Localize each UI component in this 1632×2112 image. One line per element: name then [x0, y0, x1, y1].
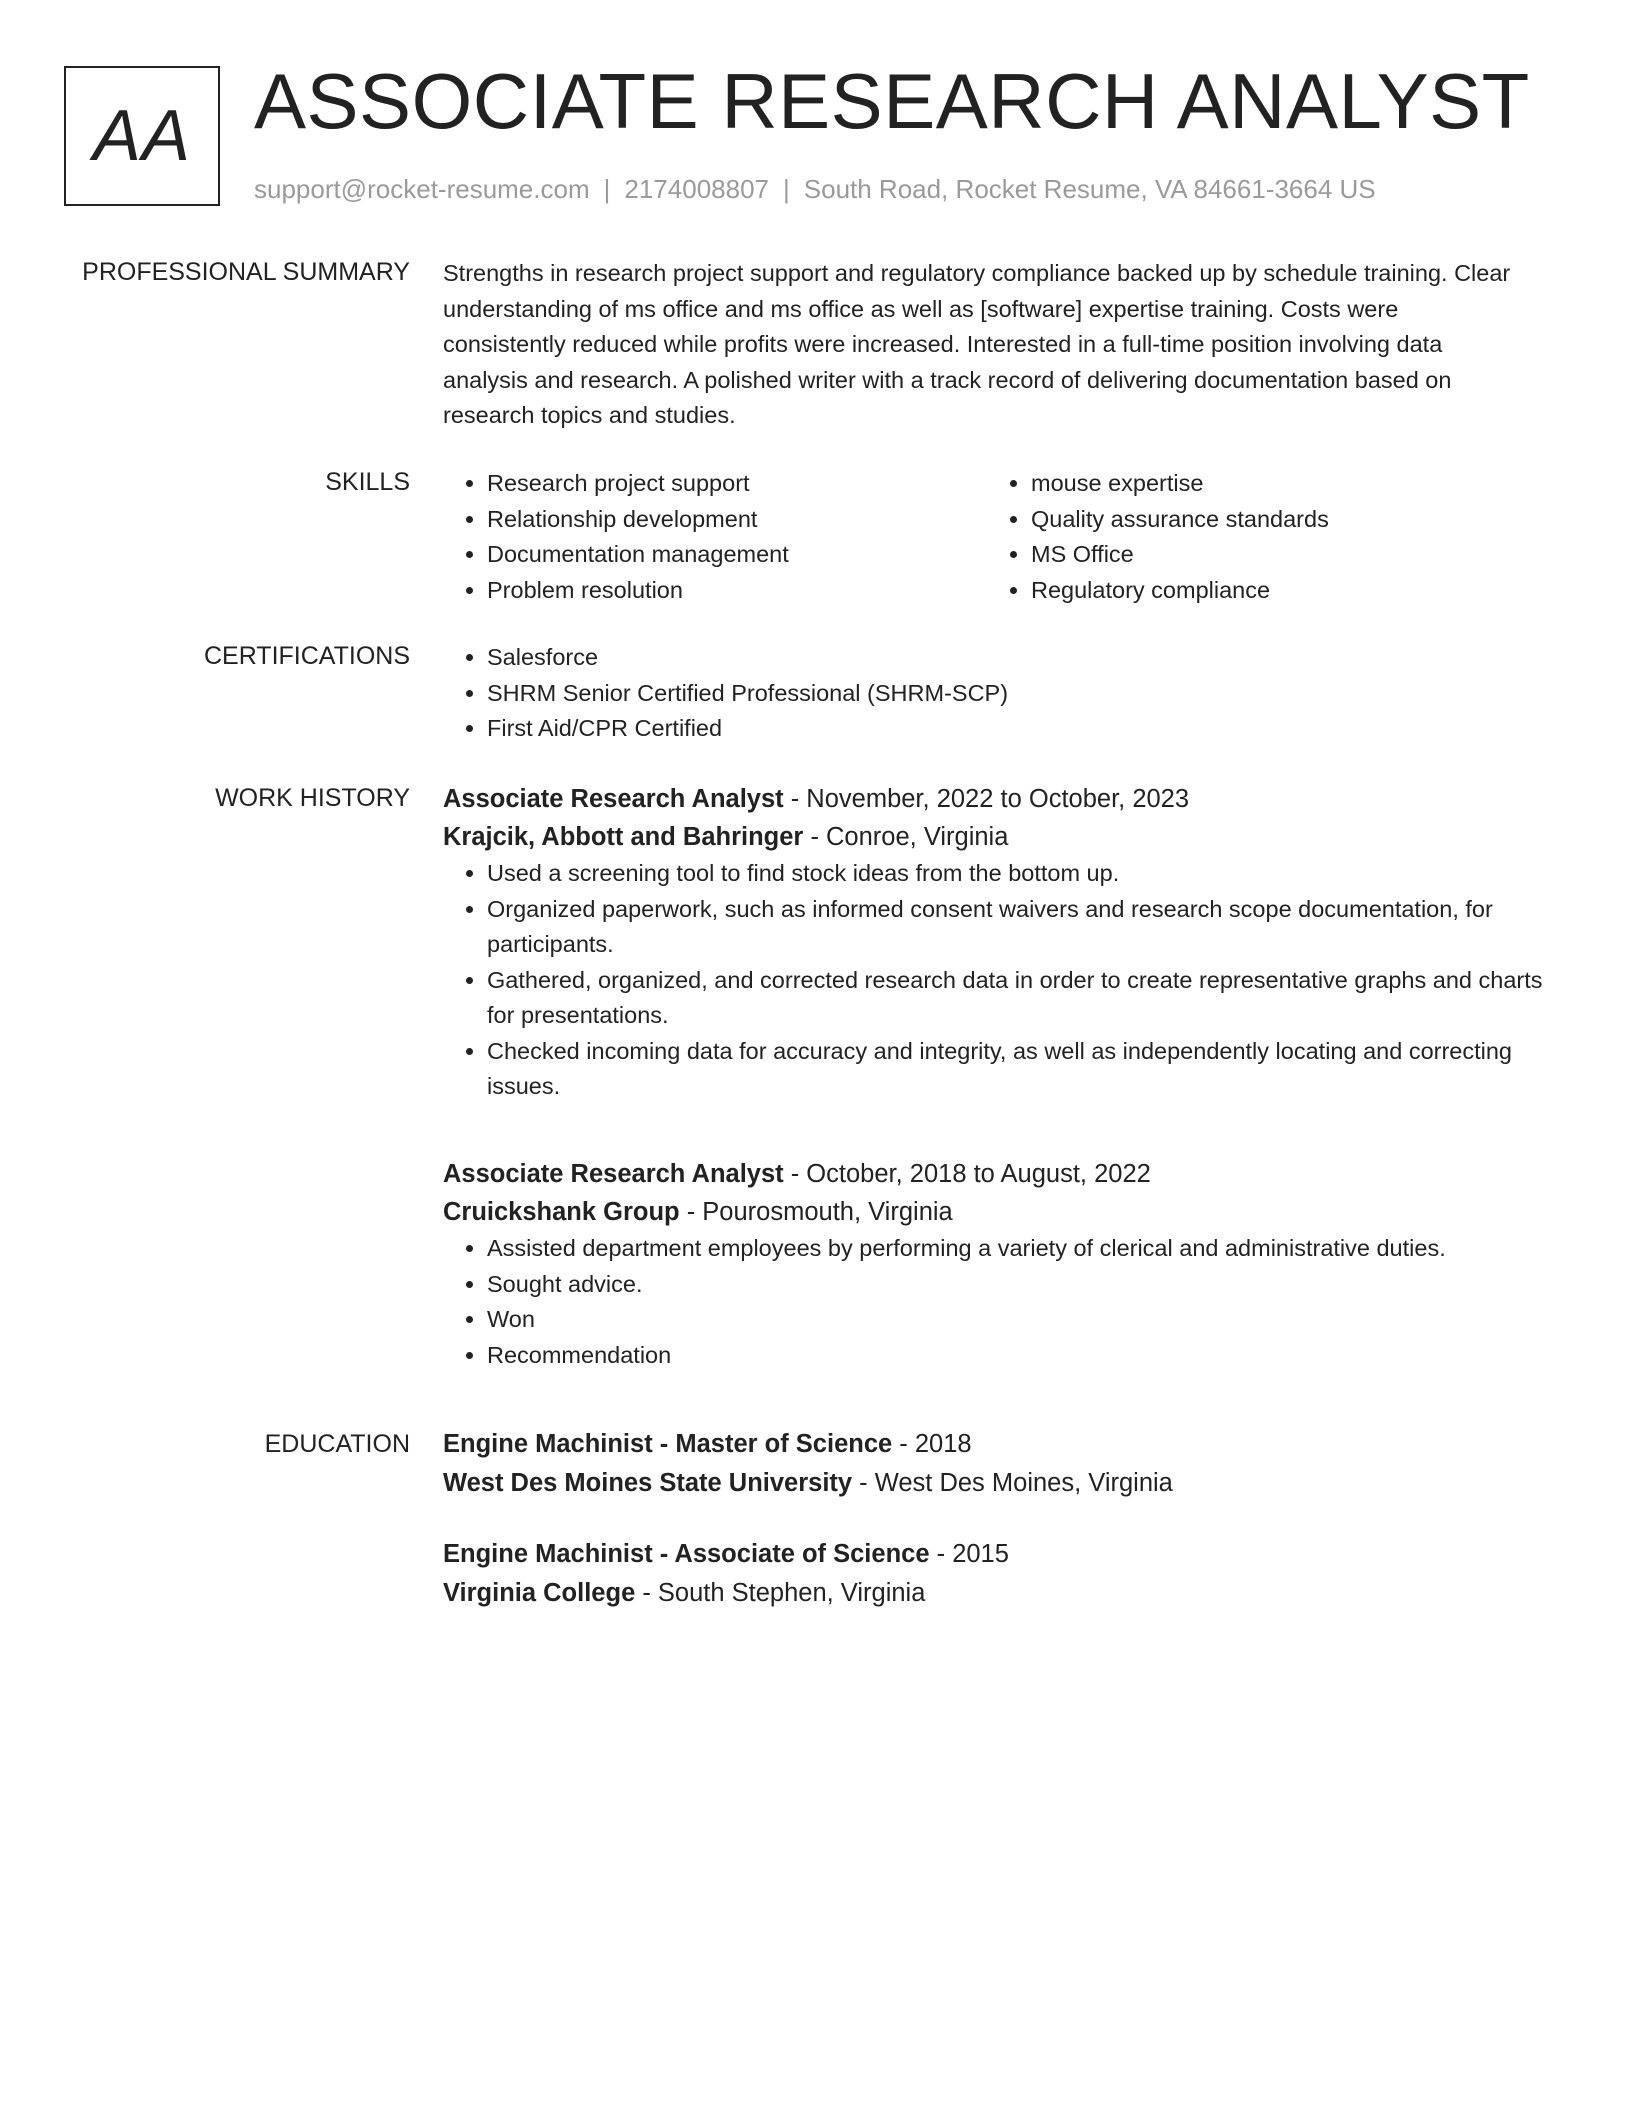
section-label-work-history: WORK HISTORY [215, 784, 410, 812]
education-school-line [443, 1464, 1543, 1503]
monogram-badge [64, 66, 220, 206]
section-label-summary: PROFESSIONAL SUMMARY [82, 258, 410, 286]
job-bullet: • Organized paperwork, such as informed consent waivers and research scope documentation, for participants. [487, 892, 1543, 963]
education-entry [443, 1535, 1543, 1613]
skill-item: • Research project support [487, 466, 987, 502]
job-bullet: • Sought advice. [487, 1267, 1543, 1303]
job-location: - Conroe, Virginia [803, 823, 1009, 851]
education-degree-line [443, 1425, 1543, 1464]
contact-separator: | [783, 174, 790, 204]
education-degree: Engine Machinist - Master of Science [443, 1430, 893, 1458]
section-label-education: EDUCATION [264, 1430, 410, 1458]
education-degree: Engine Machinist - Associate of Science [443, 1540, 930, 1568]
skills-list-1 [443, 466, 987, 608]
job-title-line [443, 1155, 1543, 1193]
contact-address: South Road, Rocket Resume, VA 84661-3664 US [803, 174, 1376, 204]
skills-column-2 [987, 466, 1531, 608]
skill-item: • Regulatory compliance [1031, 573, 1531, 609]
contact-separator: | [603, 174, 611, 204]
contact-phone[interactable]: 2174008807 [624, 174, 769, 204]
skills-list-2 [987, 466, 1531, 608]
job-company: Krajcik, Abbott and Bahringer [443, 823, 804, 851]
job-company: Cruickshank Group [443, 1198, 680, 1226]
summary-text: Strengths in research project support and regulatory compliance backed up by schedule training. Clear understanding of ms office and ms office as well as [software] expertise training. Costs were consistently reduced while profits were increased. Interested in a full-time position involving data analysis and research. A polished writer with a track record of delivering documentation based on research topics and studies. [443, 260, 1511, 428]
education-location: - South Stephen, Virginia [635, 1579, 926, 1607]
work-entry [443, 1155, 1543, 1373]
education-location: - West Des Moines, Virginia [852, 1469, 1173, 1497]
certification-item: • Salesforce [487, 640, 1543, 676]
summary-section [443, 256, 1523, 434]
contact-email[interactable]: support@rocket-resume.com [254, 174, 590, 204]
certification-item: • SHRM Senior Certified Professional (SHRM-SCP) [487, 676, 1543, 712]
education-school: Virginia College [443, 1579, 636, 1607]
education-school: West Des Moines State University [443, 1469, 853, 1497]
section-label-certifications: CERTIFICATIONS [203, 642, 410, 670]
skill-item: • mouse expertise [1031, 466, 1531, 502]
job-dates: - November, 2022 to October, 2023 [783, 785, 1190, 813]
education-year: - 2018 [892, 1430, 972, 1458]
skill-item: • Problem resolution [487, 573, 987, 609]
education-year: - 2015 [929, 1540, 1009, 1568]
monogram-initials: AA [92, 96, 192, 176]
job-bullet: • Recommendation [487, 1338, 1543, 1374]
job-bullet: • Used a screening tool to find stock ideas from the bottom up. [487, 856, 1543, 892]
job-title: Associate Research Analyst [443, 1160, 784, 1188]
job-title: Associate Research Analyst [443, 785, 784, 813]
job-bullet: • Checked incoming data for accuracy and integrity, as well as independently locating and correcting issues. [487, 1034, 1543, 1105]
skills-section [443, 466, 1543, 608]
skills-grid [443, 466, 1543, 608]
work-entry [443, 780, 1543, 1105]
education-entry [443, 1425, 1543, 1503]
job-title-line [443, 780, 1543, 818]
job-bullet: • Assisted department employees by performing a variety of clerical and administrative duties. [487, 1231, 1543, 1267]
skill-item: • Documentation management [487, 537, 987, 573]
skill-item: • MS Office [1031, 537, 1531, 573]
resume-title: ASSOCIATE RESEARCH ANALYST [254, 57, 1530, 145]
job-dates: - October, 2018 to August, 2022 [783, 1160, 1151, 1188]
certifications-list [443, 640, 1543, 747]
section-label-skills: SKILLS [325, 468, 410, 496]
education-school-line [443, 1574, 1543, 1613]
job-bullet: • Gathered, organized, and corrected research data in order to create representative graphs and charts for presentations. [487, 963, 1543, 1034]
job-bullets [443, 1231, 1543, 1373]
skill-item: • Relationship development [487, 502, 987, 538]
contact-line [254, 172, 1376, 206]
skills-column-1 [443, 466, 987, 608]
certification-item: • First Aid/CPR Certified [487, 711, 1543, 747]
job-bullet: • Won [487, 1302, 1543, 1338]
job-location: - Pourosmouth, Virginia [679, 1198, 953, 1226]
job-bullets [443, 856, 1543, 1105]
job-company-line [443, 818, 1543, 856]
job-company-line [443, 1193, 1543, 1231]
skill-item: • Quality assurance standards [1031, 502, 1531, 538]
certifications-section [443, 640, 1543, 747]
education-degree-line [443, 1535, 1543, 1574]
